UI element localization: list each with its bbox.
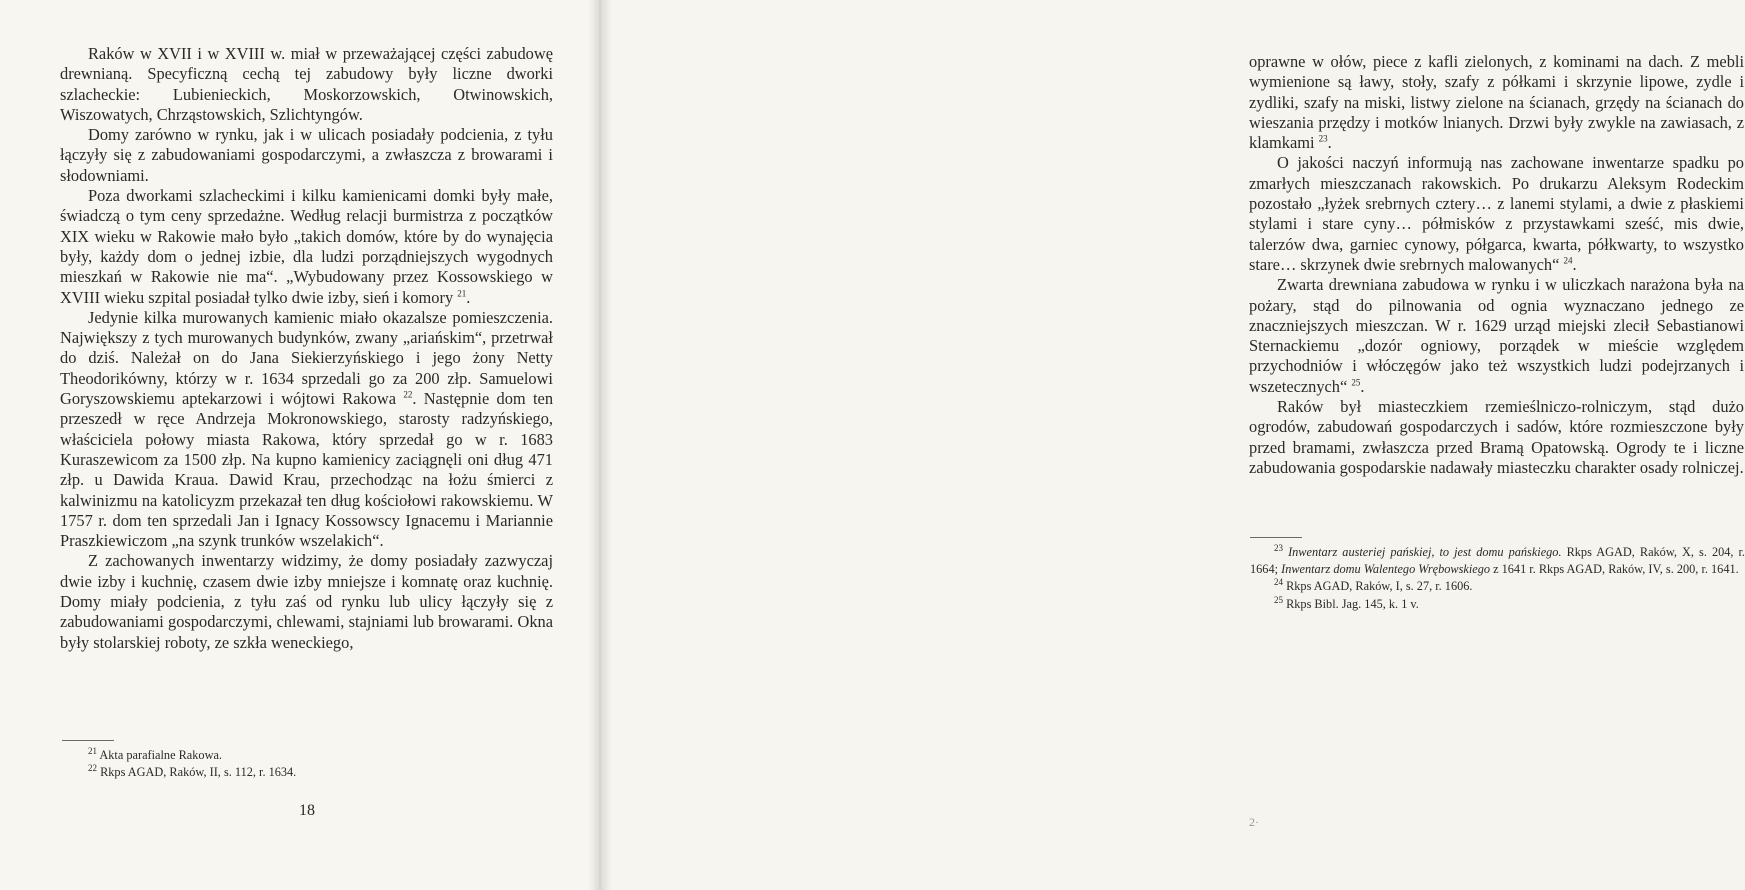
paragraph: O jakości naczyń informują nas zachowane inwentarze spadku po zmarłych mieszczanach rakowskich. Po drukarzu Aleksym Rodeckim pozostało „łyżek srebrnych cztery… z lanemi stylami, a dwie z płaskiemi stylami i stare cyny… półmisków z przystawkami sześć, mis dwie, talerzów dwa, garniec cynowy, półgarca, kwarta, półkwarty, to wszystko stare… skrzynek dwie srebrnych malowanych“ $^{24}$. [1249,153,1744,274]
paragraph: oprawne w ołów, piece z kafli zielonych, z kominami na dach. Z mebli wymienione są ławy, stoły, szafy z półkami i skrzynie lipowe, zydle i zydliki, szafy na miski, listwy zielone na ścianach, grzędy na ścianach do wieszania przędzy i motków lnianych. Drzwi były zwykle na zawiasach, z klamkami $^{23}$. [1249,52,1744,153]
paragraph [60,308,553,552]
right-body-text [1249,52,1744,478]
footnote-text: Rkps AGAD, Raków, X, s. 204, r. 1664; [1250,545,1745,577]
page-number: 18 [299,802,315,819]
paragraph: Z zachowanych inwentarzy widzimy, że domy posiadały zazwyczaj dwie izby i kuchnię, czasem dwie izby mniejsze i komnatę oraz kuchnię. Domy miały podcienia, z tyłu zaś od rynku lub ulicy łączyły się z zabudowaniami gospodarczymi, chlewami, stajniami lub browarami. Okna były stolarskiej roboty, ze szkła weneckiego, [60,551,553,652]
footnote-number: 22 [88,763,97,774]
paragraph-text: . Następnie dom ten przeszedł w ręce Andrzeja Mokronowskiego, starosty radzyńskiego, właściciela połowy miasta Rakowa, który sprzedał go w r. 1683 Kuraszewicom za 1500 złp. Na kupno kamienicy zaciągnęli oni dług 471 złp. u Dawida Kraua. Dawid Krau, przechodząc na łożu śmierci z kalwinizmu na katolicyzm przekazał ten dług kościołowi rakowskiemu. W 1757 r. dom ten sprzedali Jan i Ignacy Kossowscy Ignacemu i Mariannie Praszkiewiczom „na szynk trunków wszelakich“. [60,389,554,551]
paragraph-text: oprawne w ołów, piece z kafli zielonych, z kominami na dach. Z mebli wymienione są ławy, stoły, szafy z półkami i skrzynie lipowe, zydle i zydliki, szafy na miski, listwy zielone na ścianach, grzędy na ścianach do wieszania przędzy i motków lnianych. Drzwi były zwykle na zawiasach, z klamkami [1249,52,1744,153]
paragraph-text: Jedynie kilka murowanych kamienic miało okazalsze pomieszczenia. Największy z tych murowanych budynków, zwany „ariańskim“, przetrwał do dziś. Należał on do Jana Siekierzyńskiego i jego żony Netty Theodorikówny, którzy w r. 1634 sprzedali go za 200 złp. Samuelowi Goryszowskiemu aptekarzowi i wójtowi Rakowa [60,307,553,409]
footnote-rule [1250,537,1302,538]
footnote [88,747,553,764]
footnote-number: 25 [1274,594,1283,605]
right-footnotes [1250,544,1745,613]
paragraph: Zwarta drewniana zabudowa w rynku i w uliczkach narażona była na pożary, stąd do pilnowania od ognia wyznaczano jednego ze znaczniejszych mieszczan. W r. 1629 urząd miejski zlecił Sebastianowi Sternackiemu „dozór ogniowy, porządek w mieście względem przychodniów i włóczęgów jako też wszystkich ludzi podejrzanych i wszetecznych“ $^{25}$. [1249,275,1744,396]
paragraph: Domy zarówno w rynku, jak i w ulicach posiadały podcienia, z tyłu łączyły się z zabudowaniami gospodarczymi, a zwłaszcza z browarami i słodowniami. [60,125,553,185]
footnote-ref[interactable]: 25 [1351,377,1361,388]
page-number: 2· [1249,815,1259,829]
footnote-title: Inwentarz austeriej pańskiej, to jest domu pańskiego. [1288,545,1562,559]
footnote [1250,596,1745,613]
footnote-text: Rkps Bibl. Jag. 145, k. 1 v. [1286,596,1419,611]
footnote-ref[interactable]: 24 [1563,255,1573,266]
footnote [1250,544,1745,578]
footnote-text: Rkps AGAD, Raków, II, s. 112, r. 1634. [100,765,297,780]
footnote-title: Inwentarz domu Walentego Wrębowskiego [1281,562,1491,577]
paragraph-text: Poza dworkami szlacheckimi i kilku kamienicami domki były małe, świadczą o tym ceny sprzedażne. Według relacji burmistrza z początków XIX wieku w Rakowie mało było „takich domów, które by do wynajęcia były, każdy dom o jednej izbie, dla ludzi porządniejszych wygodnych mieszkań w Rakowie nie ma“. „Wybudowany przez Kossowskiego w XVIII wieku szpital posiadał tylko dwie izby, sień i komory [60,186,553,307]
paragraph: Poza dworkami szlacheckimi i kilku kamienicami domki były małe, świadczą o tym ceny sprzedażne. Według relacji burmistrza z początków XIX wieku w Rakowie mało było „takich domów, które by do wynajęcia były, każdy dom o jednej izbie, dla ludzi porządniejszych wygodnych mieszkań w Rakowie nie ma“. „Wybudowany przez Kossowskiego w XVIII wieku szpital posiadał tylko dwie izby, sień i komory $^{21}$. [60,186,553,307]
footnote-text: Rkps AGAD, Raków, I, s. 27, r. 1606. [1286,579,1473,594]
footnote-rule [62,740,114,741]
left-body-text [60,44,553,653]
footnote-number: 23 [1274,542,1283,553]
paragraph: Raków w XVII i w XVIII w. miał w przeważającej części zabudowę drewnianą. Specyficzną cechą tej zabudowy były liczne dworki szlacheckie: Lubienieckich, Moskorzowskich, Otwinowskich, Wiszowatych, Chrząstowskich, Szlichtyngów. [60,44,553,124]
footnote-text: z 1641 r. Rkps AGAD, Raków, IV, s. 200, r. 1641. [1490,562,1739,577]
footnote-number: 21 [88,745,97,756]
right-page [600,0,1745,890]
left-footnotes [88,747,553,781]
paragraph-text: Zwarta drewniana zabudowa w rynku i w uliczkach narażona była na pożary, stąd do pilnowania od ognia wyznaczano jednego ze znaczniejszych mieszczan. W r. 1629 urząd miejski zlecił Sebastianowi Sternackiemu „dozór ogniowy, porządek w mieście względem przychodniów i włóczęgów jako też wszystkich ludzi podejrzanych i wszetecznych“ [1249,275,1744,396]
paragraph-text: O jakości naczyń informują nas zachowane inwentarze spadku po zmarłych mieszczanach rakowskich. Po drukarzu Aleksym Rodeckim pozostało „łyżek srebrnych cztery… z lanemi stylami, a dwie z płaskiemi stylami i stare cyny… półmisków z przystawkami sześć, mis dwie, talerzów dwa, garniec cynowy, półgarca, kwarta, półkwarty, to wszystko stare… skrzynek dwie srebrnych malowanych“ [1249,153,1744,274]
footnote-text: Akta parafialne Rakowa. [99,748,222,762]
footnote [1250,578,1745,595]
footnote [88,764,553,781]
footnote-ref[interactable]: 21 [457,288,467,299]
footnote-ref[interactable]: 22 [403,389,413,400]
footnote-ref[interactable]: 23 [1318,133,1328,144]
left-page [0,0,600,890]
paragraph: Raków był miasteczkiem rzemieślniczo-rolniczym, stąd dużo ogrodów, zabudowań gospodarczych i sadów, które rozmieszczone były przed bramami, zwłaszcza przed Bramą Opatowską. Ogrody te i liczne zabudowania gospodarskie nadawały miasteczku charakter osady rolniczej. [1249,397,1744,477]
footnote-number: 24 [1274,577,1283,588]
